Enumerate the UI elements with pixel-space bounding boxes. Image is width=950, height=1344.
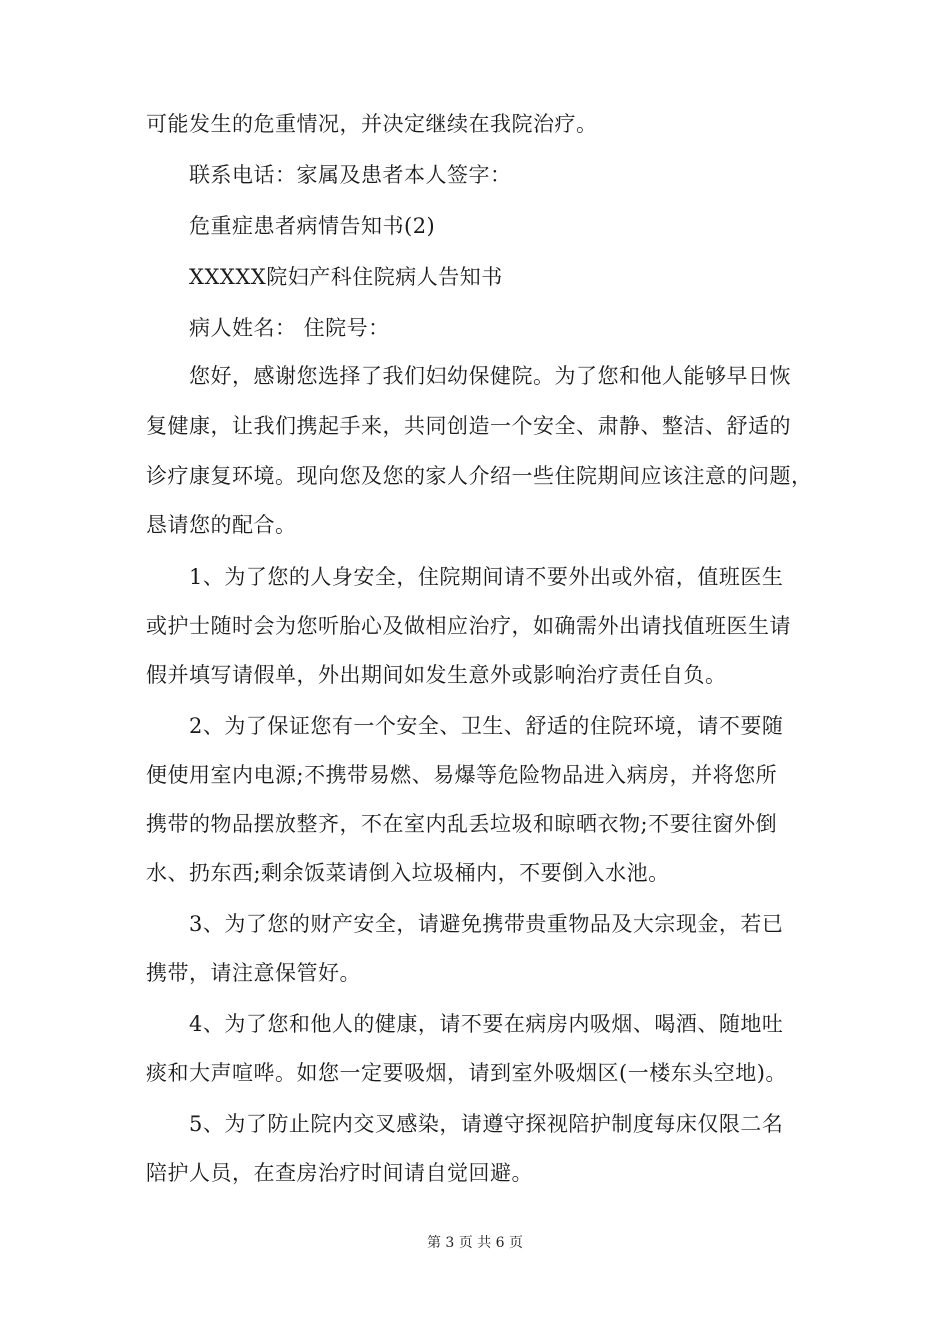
text-line: 4、为了您和他人的健康，请不要在病房内吸烟、喝酒、随地吐 xyxy=(189,1012,784,1036)
text-line: 痰和大声喧哗。如您一定要吸烟，请到室外吸烟区(一楼东头空地)。 xyxy=(146,1061,787,1085)
contact-signature-line: 联系电话：家属及患者本人签字： xyxy=(189,163,512,187)
text-line: 1、为了您的人身安全，住院期间请不要外出或外宿，值班医生 xyxy=(189,565,784,589)
text-line: 陪护人员，在查房治疗时间请自觉回避。 xyxy=(146,1161,533,1185)
document-heading: 危重症患者病情告知书(2) xyxy=(189,214,436,238)
text-line: 复健康，让我们携起手来，共同创造一个安全、肃静、整洁、舒适的 xyxy=(146,414,791,438)
text-line: 诊疗康复环境。现向您及您的家人介绍一些住院期间应该注意的问题， xyxy=(146,464,813,488)
text-line: 5、为了防止院内交叉感染，请遵守探视陪护制度每床仅限二名 xyxy=(189,1112,784,1136)
notice-title: XXXXX院妇产科住院病人告知书 xyxy=(189,265,503,289)
text-line: 携带的物品摆放整齐，不在室内乱丢垃圾和晾晒衣物;不要往窗外倒 xyxy=(146,812,778,836)
text-line: 3、为了您的财产安全，请避免携带贵重物品及大宗现金，若已 xyxy=(189,912,784,936)
page-number-footer: 第 3 页 共 6 页 xyxy=(426,1235,524,1251)
text-line: 您好，感谢您选择了我们妇幼保健院。为了您和他人能够早日恢 xyxy=(189,364,791,388)
text-line: 可能发生的危重情况，并决定继续在我院治疗。 xyxy=(146,112,598,136)
text-line: 水、扔东西;剩余饭菜请倒入垃圾桶内，不要倒入水池。 xyxy=(146,861,670,885)
text-line: 或护士随时会为您听胎心及做相应治疗，如确需外出请找值班医生请 xyxy=(146,614,791,638)
patient-info-line: 病人姓名： 住院号： xyxy=(189,316,390,340)
text-line: 假并填写请假单，外出期间如发生意外或影响治疗责任自负。 xyxy=(146,663,727,687)
text-line: 便使用室内电源;不携带易燃、易爆等危险物品进入病房，并将您所 xyxy=(146,763,778,787)
text-line: 携带，请注意保管好。 xyxy=(146,961,361,985)
text-line: 恳请您的配合。 xyxy=(146,513,297,537)
text-line: 2、为了保证您有一个安全、卫生、舒适的住院环境，请不要随 xyxy=(189,714,784,738)
